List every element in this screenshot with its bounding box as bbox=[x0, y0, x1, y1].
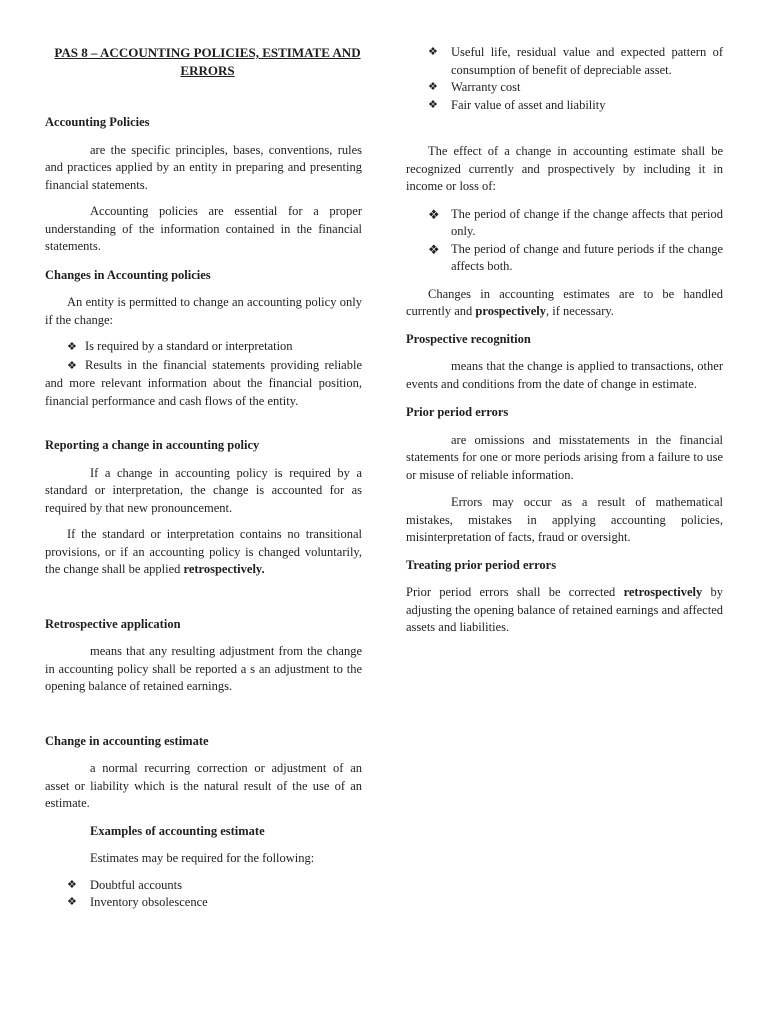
diamond-bullet-icon: ❖ bbox=[428, 241, 440, 257]
list-item: ❖ The period of change if the change affects that period only. bbox=[428, 206, 723, 238]
list-item: ❖ Is required by a standard or interpretation bbox=[45, 338, 362, 357]
heading-examples-of-estimate: Examples of accounting estimate bbox=[90, 823, 265, 838]
list-item: ❖ The period of change and future periods if the change affects both. bbox=[428, 241, 723, 273]
diamond-bullet-icon: ❖ bbox=[67, 878, 77, 891]
treating-prior-errors-para: Prior period errors shall be corrected retrospectively by adjusting the opening balance of retained earnings and affected assets and liabilities. bbox=[406, 585, 724, 634]
list-item: ❖ Useful life, residual value and expected pattern of consumption of benefit of depreciable asset. bbox=[428, 45, 723, 77]
diamond-bullet-icon: ❖ bbox=[428, 46, 438, 58]
diamond-bullet-icon: ❖ bbox=[428, 98, 438, 111]
estimate-handled-para: Changes in accounting estimates are to be handled currently and prospectively, if necessary. bbox=[406, 286, 723, 318]
estimate-examples-list bbox=[45, 877, 362, 912]
list-item: ❖ Inventory obsolescence bbox=[45, 894, 362, 912]
changes-intro: An entity is permitted to change an accounting policy only if the change: bbox=[45, 295, 362, 327]
accounting-policies-importance: Accounting policies are essential for a proper understanding of the information contained in the financial statements. bbox=[45, 204, 362, 253]
heading-retrospective-application: Retrospective application bbox=[45, 616, 181, 631]
heading-change-in-estimate: Change in accounting estimate bbox=[45, 733, 209, 748]
diamond-bullet-icon: ❖ bbox=[67, 896, 77, 908]
heading-prospective-recognition: Prospective recognition bbox=[406, 331, 531, 346]
heading-changes-in-policies: Changes in Accounting policies bbox=[45, 267, 211, 282]
estimate-examples-list-continued bbox=[406, 44, 723, 114]
changes-bullet-list bbox=[45, 338, 362, 410]
effect-bullet-list bbox=[406, 206, 723, 276]
left-column bbox=[45, 44, 362, 912]
heading-reporting-change: Reporting a change in accounting policy bbox=[45, 438, 260, 452]
right-column bbox=[406, 44, 723, 637]
accounting-policies-definition: are the specific principles, bases, conventions, rules and practices applied by an entity in preparing and presenting financial statements. bbox=[45, 142, 362, 192]
diamond-bullet-icon: ❖ bbox=[67, 359, 77, 372]
heading-accounting-policies: Accounting Policies bbox=[45, 115, 150, 129]
diamond-bullet-icon: ❖ bbox=[428, 206, 440, 222]
heading-treating-prior-errors: Treating prior period errors bbox=[406, 557, 557, 572]
diamond-bullet-icon: ❖ bbox=[428, 81, 438, 93]
list-item: ❖ Results in the financial statements providing reliable and more relevant information about the financial position, financial performance and cash flows of the entity. bbox=[45, 357, 362, 408]
prior-errors-definition: are omissions and misstatements in the financial statements for one or more periods arising from a failure to use or misuse of reliable information. bbox=[406, 432, 723, 482]
page-title: PAS 8 – ACCOUNTING POLICIES, ESTIMATE AND ERRORS bbox=[54, 45, 361, 78]
prior-errors-causes: Errors may occur as a result of mathematical mistakes, mistakes in applying accounting policies, misinterpretation of facts, fraud or oversight. bbox=[406, 495, 723, 544]
reporting-para-1: If a change in accounting policy is required by a standard or interpretation, the change is accounted for as required by that new pronouncement. bbox=[45, 465, 362, 515]
examples-intro: Estimates may be required for the following: bbox=[90, 851, 315, 865]
reporting-para-2: If the standard or interpretation contains no transitional provisions, or if an accounting policy is changed voluntarily, the change shall be applied retrospectively. bbox=[45, 527, 362, 576]
estimate-definition: a normal recurring correction or adjustment of an asset or liability which is the natural result of the use of an estimate. bbox=[45, 761, 362, 810]
prospective-definition: means that the change is applied to transactions, other events and conditions from the date of change in estimate. bbox=[406, 359, 723, 391]
list-item: ❖ Fair value of asset and liability bbox=[406, 97, 723, 115]
retrospective-definition: means that any resulting adjustment from the change in accounting policy shall be reported a s an adjustment to the opening balance of retained earnings. bbox=[45, 644, 362, 693]
diamond-bullet-icon: ❖ bbox=[67, 341, 77, 353]
estimate-effect-para: The effect of a change in accounting estimate shall be recognized currently and prospectively by including it in income or loss of: bbox=[406, 144, 723, 193]
list-item: ❖ Doubtful accounts bbox=[45, 877, 362, 895]
list-item: ❖ Warranty cost bbox=[406, 79, 723, 97]
heading-prior-period-errors: Prior period errors bbox=[406, 405, 509, 419]
